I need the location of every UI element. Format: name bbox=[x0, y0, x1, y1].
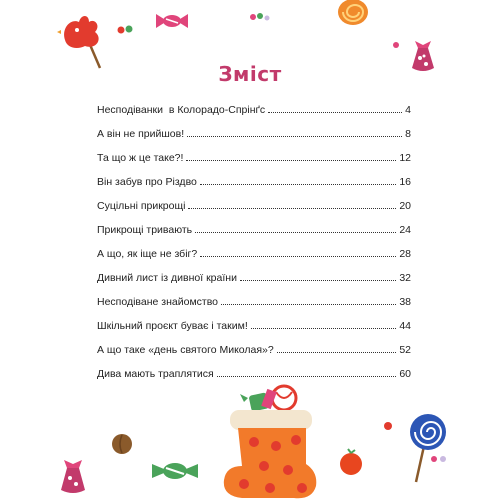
toc-entry[interactable] bbox=[97, 220, 411, 236]
toc-entry-title: А що таке «день святого Миколая»? bbox=[97, 344, 274, 356]
toc-entry[interactable] bbox=[97, 340, 411, 356]
toc-leader-dots bbox=[200, 256, 396, 257]
blue-lollipop-icon bbox=[406, 412, 448, 484]
toc-leader-dots bbox=[195, 232, 396, 233]
toc-entry-page: 44 bbox=[399, 320, 411, 332]
toc-leader-dots bbox=[277, 352, 397, 353]
toc-leader-dots bbox=[240, 280, 396, 281]
toc-entry-page: 32 bbox=[399, 272, 411, 284]
toc-entry[interactable] bbox=[97, 292, 411, 308]
toc-entry-title: Дива мають траплятися bbox=[97, 368, 214, 380]
toc-entry-title: Прикрощі тривають bbox=[97, 224, 193, 236]
toc-entry[interactable] bbox=[97, 100, 411, 116]
toc-entry[interactable] bbox=[97, 316, 411, 332]
toc-entry[interactable] bbox=[97, 364, 411, 380]
toc-entry[interactable] bbox=[97, 148, 411, 164]
christmas-stocking-icon bbox=[214, 384, 332, 500]
toc-entry-title: Він забув про Різдво bbox=[97, 176, 197, 188]
berry-dots-icon bbox=[390, 40, 402, 50]
toc-entry[interactable] bbox=[97, 196, 411, 212]
toc-leader-dots bbox=[251, 328, 397, 329]
toc-entry-title: Та що ж це таке?! bbox=[97, 152, 184, 164]
wrapped-candy-icon bbox=[154, 10, 190, 32]
toc-leader-dots bbox=[268, 112, 402, 113]
toc-entry-page: 24 bbox=[399, 224, 411, 236]
toc-entry-title: Шкільний проєкт буває і таким! bbox=[97, 320, 248, 332]
rooster-lollipop-icon bbox=[55, 10, 115, 70]
toc-entry-title: Несподіванки в Колорадо-Спрінґс bbox=[97, 104, 266, 116]
toc-entry-page: 28 bbox=[399, 248, 411, 260]
toc-entry-title: А що, як іще не збіг? bbox=[97, 248, 198, 260]
toc-entry-page: 4 bbox=[405, 104, 411, 116]
toc-entry-title: Несподіване знайомство bbox=[97, 296, 219, 308]
toc-entry-page: 16 bbox=[399, 176, 411, 188]
walnut-icon bbox=[110, 432, 134, 456]
candy-bag-icon bbox=[58, 456, 88, 496]
tangerine-icon bbox=[338, 448, 364, 476]
toc-leader-dots bbox=[221, 304, 396, 305]
page-title: Зміст bbox=[218, 62, 282, 86]
berry-dots-icon bbox=[116, 22, 136, 36]
toc-leader-dots bbox=[186, 160, 396, 161]
toc-entry-page: 20 bbox=[399, 200, 411, 212]
toc-leader-dots bbox=[217, 376, 397, 377]
toc-entry-title: Дивний лист із дивної країни bbox=[97, 272, 237, 284]
toc-entry-page: 8 bbox=[405, 128, 411, 140]
toc-entry-title: А він не прийшов! bbox=[97, 128, 185, 140]
toc-leader-dots bbox=[200, 184, 396, 185]
toc-entry-page: 12 bbox=[399, 152, 411, 164]
toc-entry[interactable] bbox=[97, 268, 411, 284]
berry-dots-icon bbox=[428, 452, 450, 466]
berry-dots-icon bbox=[380, 420, 396, 432]
toc-entry[interactable] bbox=[97, 244, 411, 260]
toc-leader-dots bbox=[188, 208, 396, 209]
orange-swirl-candy-icon bbox=[336, 0, 370, 28]
green-wrapped-candy-icon bbox=[150, 458, 200, 484]
toc-entry[interactable] bbox=[97, 172, 411, 188]
toc-entry-page: 60 bbox=[399, 368, 411, 380]
berry-dots-icon bbox=[248, 10, 272, 24]
toc-entry-page: 38 bbox=[399, 296, 411, 308]
toc-leader-dots bbox=[187, 136, 402, 137]
toc-entry[interactable] bbox=[97, 124, 411, 140]
toc-entry-page: 52 bbox=[399, 344, 411, 356]
toc-entry-title: Суцільні прикрощі bbox=[97, 200, 186, 212]
